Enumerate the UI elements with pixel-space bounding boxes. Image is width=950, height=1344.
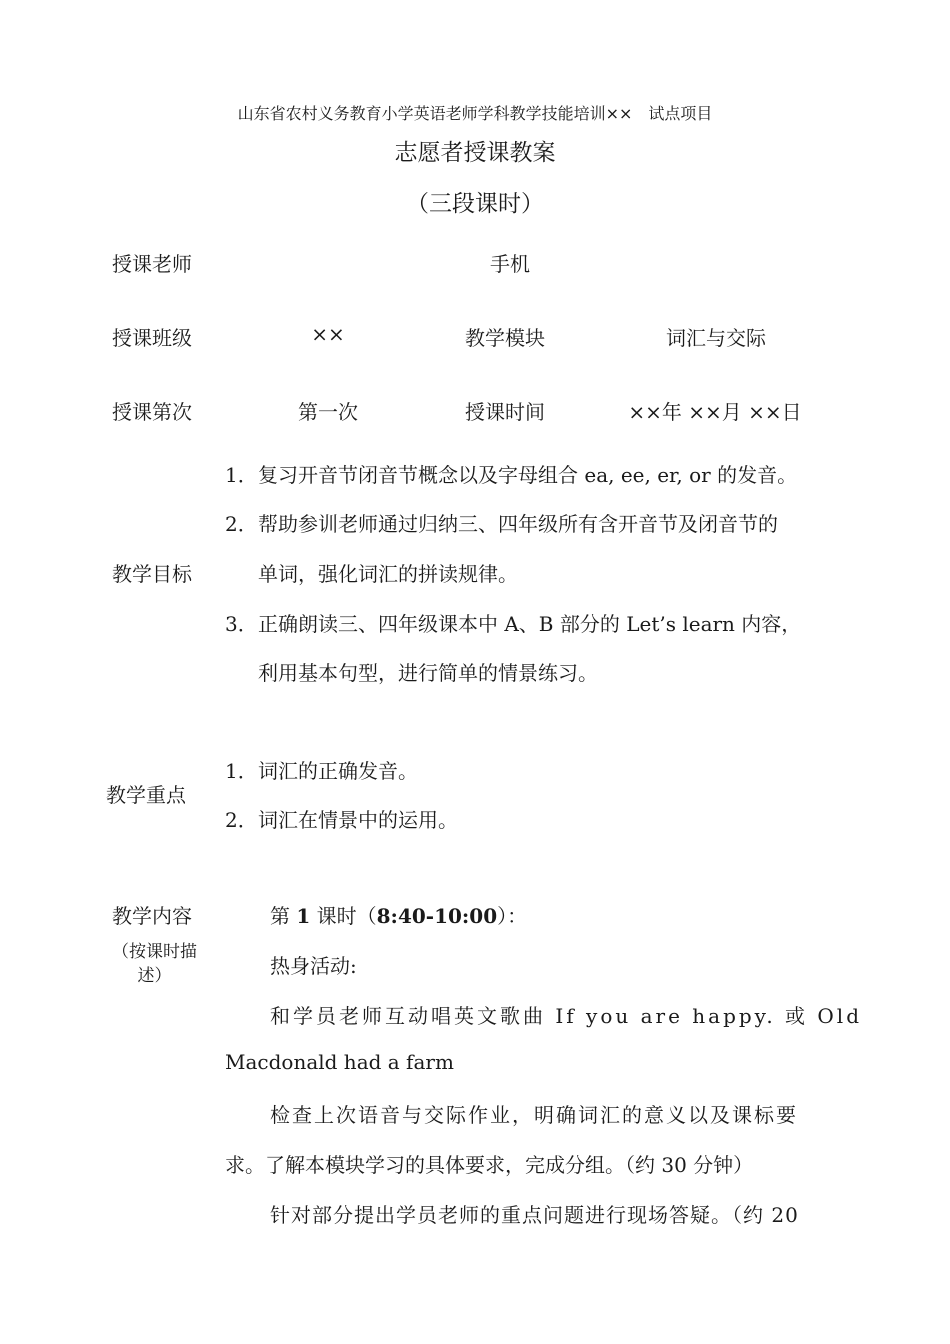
objective-number: 1． — [225, 463, 258, 487]
period-number: 1 — [296, 904, 311, 928]
objective-text: 正确朗读三、四年级课本中 A、B 部分的 Let’s learn 内容， — [258, 612, 802, 636]
teacher-label: 授课老师 — [112, 252, 192, 276]
document-subtitle: （三段课时） — [406, 191, 544, 217]
objective-number: 2． — [225, 512, 258, 536]
session-label: 授课第次 — [112, 400, 192, 424]
objective-text: 复习开音节闭音节概念以及字母组合 ea, ee, er, or 的发音。 — [258, 463, 798, 487]
key-point-number: 1． — [225, 759, 258, 783]
objective-text: 帮助参训老师通过归纳三、四年级所有含开音节及闭音节的 — [258, 512, 778, 536]
content-label: 教学内容 — [112, 904, 192, 928]
objectives-label: 教学目标 — [112, 562, 192, 586]
objective-item — [225, 608, 801, 637]
content-sublabel — [112, 940, 197, 988]
paragraph-text: 和学员老师互动唱英文歌曲 If you are happy. 或 Old — [270, 1004, 862, 1028]
document-title: 志愿者授课教案 — [394, 140, 556, 166]
paragraph-line: Macdonald had a farm — [225, 1050, 454, 1074]
paragraph-line — [270, 1000, 862, 1029]
key-point-text: 词汇在情景中的运用。 — [258, 808, 458, 832]
objective-text-continued: 单词，强化词汇的拼读规律。 — [258, 562, 518, 586]
content-sublabel-line1: （按课时描 — [112, 942, 197, 962]
paragraph-line: 检查上次语音与交际作业，明确词汇的意义以及课标要 — [270, 1103, 798, 1127]
key-point-text: 词汇的正确发音。 — [258, 759, 418, 783]
module-value: 词汇与交际 — [666, 326, 766, 350]
teacher-value: 手机 — [490, 252, 530, 276]
module-label: 教学模块 — [465, 326, 545, 350]
period-mid: 课时（ — [310, 904, 377, 928]
key-point-number: 2． — [225, 808, 258, 832]
content-sublabel-line2: 述） — [137, 966, 172, 986]
objective-item — [225, 508, 778, 537]
objective-item — [225, 459, 797, 488]
period-heading — [270, 900, 527, 929]
time-label: 授课时间 — [465, 400, 545, 424]
period-suffix: ）： — [497, 904, 528, 928]
objective-text-continued: 利用基本句型，进行简单的情景练习。 — [258, 661, 598, 685]
class-label: 授课班级 — [112, 326, 192, 350]
class-value: ×× — [311, 322, 345, 346]
key-point-item — [225, 755, 418, 784]
key-point-item — [225, 804, 458, 833]
time-value: ××年 ××月 ××日 — [628, 400, 802, 424]
objective-number: 3． — [225, 612, 258, 636]
key-points-label: 教学重点 — [106, 783, 186, 807]
paragraph-line: 针对部分提出学员老师的重点问题进行现场答疑。（约 20 — [270, 1203, 799, 1227]
period-prefix: 第 — [270, 904, 297, 928]
session-value: 第一次 — [298, 400, 358, 424]
project-title: 山东省农村义务教育小学英语老师学科教学技能培训×× 试点项目 — [237, 104, 713, 123]
period-time: 8:40-10:00 — [376, 904, 498, 928]
warmup-heading: 热身活动: — [270, 954, 357, 978]
paragraph-line: 求。了解本模块学习的具体要求，完成分组。（约 30 分钟） — [225, 1153, 754, 1177]
